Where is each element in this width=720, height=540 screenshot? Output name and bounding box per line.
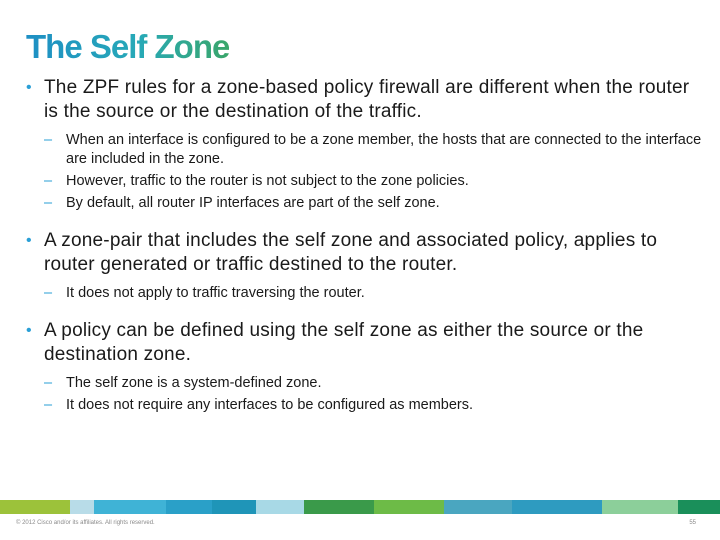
sub-bullet-list — [44, 284, 706, 303]
bullet-text: A policy can be defined using the self zone as either the source or the destination zone. — [44, 320, 644, 365]
bullet-group — [26, 229, 706, 303]
footer-segment — [166, 500, 212, 514]
footer-segment — [374, 500, 444, 514]
footer-segment — [256, 500, 304, 514]
dash-marker: – — [44, 173, 53, 189]
footer-segment — [94, 500, 166, 514]
footer-segment — [602, 500, 678, 514]
sub-bullet-item — [44, 374, 706, 393]
copyright-text: © 2012 Cisco and/or its affiliates. All rights reserved. — [16, 520, 155, 526]
sub-bullet-text: It does not apply to traffic traversing the router. — [66, 285, 365, 301]
footer-segment — [212, 500, 256, 514]
footer-color-bar — [0, 500, 720, 514]
footer-segment — [304, 500, 374, 514]
footer-segment — [70, 500, 94, 514]
dash-marker: – — [44, 397, 53, 413]
bullet-item — [26, 229, 706, 277]
sub-bullet-text: The self zone is a system-defined zone. — [66, 375, 322, 391]
sub-bullet-text: When an interface is configured to be a zone member, the hosts that are connected to the interface are included in the zone. — [66, 132, 702, 167]
sub-bullet-item — [44, 396, 706, 415]
sub-bullet-text: It does not require any interfaces to be configured as members. — [66, 397, 474, 413]
sub-bullet-text: However, traffic to the router is not subject to the zone policies. — [66, 173, 469, 189]
sub-bullet-item — [44, 194, 706, 213]
dash-marker: – — [44, 195, 53, 211]
sub-bullet-item — [44, 172, 706, 191]
bullet-text: The ZPF rules for a zone-based policy firewall are different when the router is the source or the destination of the traffic. — [44, 77, 690, 122]
bullet-marker: • — [26, 322, 32, 339]
dash-marker: – — [44, 132, 53, 148]
dash-marker: – — [44, 285, 53, 301]
bullet-text: A zone-pair that includes the self zone and associated policy, applies to router generated or traffic destined to the router. — [44, 230, 658, 275]
sub-bullet-text: By default, all router IP interfaces are part of the self zone. — [66, 195, 440, 211]
bullet-item — [26, 76, 706, 124]
footer-segment — [512, 500, 602, 514]
footer-segment — [444, 500, 512, 514]
footer-segment — [678, 500, 720, 514]
bullet-marker: • — [26, 79, 32, 96]
bullet-group — [26, 319, 706, 415]
bullet-item — [26, 319, 706, 367]
slide-title: The Self Zone — [26, 28, 230, 65]
sub-bullet-item — [44, 284, 706, 303]
sub-bullet-list — [44, 374, 706, 415]
bullet-group — [26, 76, 706, 213]
footer-segment — [0, 500, 70, 514]
sub-bullet-item — [44, 131, 706, 169]
page-number: 55 — [689, 520, 696, 526]
dash-marker: – — [44, 375, 53, 391]
slide-content — [26, 76, 706, 433]
bullet-marker: • — [26, 232, 32, 249]
sub-bullet-list — [44, 131, 706, 213]
